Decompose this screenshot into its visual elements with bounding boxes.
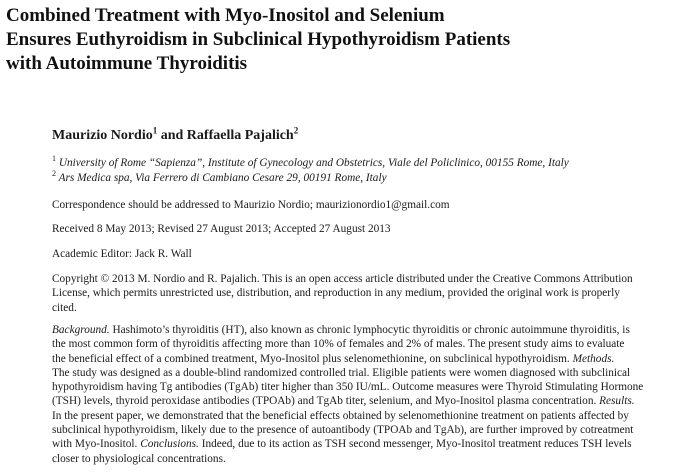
author-name: Raffaella Pajalich <box>186 128 294 143</box>
abstract-line <box>52 366 670 380</box>
copyright-line: cited. <box>52 301 77 314</box>
abstract-line <box>52 452 670 466</box>
affiliation-marker: 2 <box>52 169 56 179</box>
abstract-line <box>52 323 670 337</box>
affiliation-2 <box>52 171 387 185</box>
abstract-line <box>52 352 670 366</box>
affiliation-marker: 2 <box>293 125 299 136</box>
correspondence-line: Correspondence should be addressed to Maurizio Nordio; maurizionordio1@gmail.com <box>52 199 450 211</box>
abstract-line <box>52 337 670 351</box>
abstract-section-label: Conclusions. <box>140 438 199 451</box>
academic-editor-line: Academic Editor: Jack R. Wall <box>52 248 192 260</box>
abstract-line <box>52 437 670 451</box>
abstract-section-label: Results. <box>599 395 635 408</box>
abstract-section-label: Background. <box>52 324 110 336</box>
affiliation-marker: 1 <box>152 125 158 136</box>
copyright-line: License, which permits unrestricted use, distribution, and reproduction in any medium, provided the original work is properly <box>52 287 620 300</box>
abstract-line <box>52 409 670 423</box>
author-connector: and <box>157 128 187 143</box>
author-list <box>52 127 298 145</box>
affiliation-text: Ars Medica spa, Via Ferrero di Cambiano Cesare 29, 00191 Rome, Italy <box>58 172 387 184</box>
author-name: Maurizio Nordio <box>52 128 153 143</box>
article-title <box>6 4 674 76</box>
title-line: with Autoimmune Thyroiditis <box>6 53 248 74</box>
abstract-text: Indeed, due to its action as TSH second messenger, Myo-Inositol treatment reduces TSH levels <box>198 438 632 451</box>
abstract-paragraph <box>52 323 670 466</box>
dates-line: Received 8 May 2013; Revised 27 August 2013; Accepted 27 August 2013 <box>52 223 391 235</box>
copyright-line: Copyright © 2013 M. Nordio and R. Pajalich. This is an open access article distributed under the Creative Commons Attribution <box>52 273 633 285</box>
abstract-text: The study was designed as a double-blind randomized controlled trial. Eligible patients were women diagnosed with subclinical <box>52 366 631 379</box>
abstract-text: In the present paper, we demonstrated that the beneficial effects obtained by selenomethionine treatment on patients affected by <box>52 409 629 422</box>
abstract-text: Hashimoto’s thyroiditis (HT), also known as chronic lymphocytic thyroiditis or chronic autoimmune thyroiditis, is <box>109 324 630 336</box>
abstract-text: the most common form of thyroiditis affecting more than 10% of females and 2% of males. The present study aims to evaluate <box>52 338 625 351</box>
abstract-line <box>52 394 670 408</box>
affiliation-1 <box>52 156 569 170</box>
abstract-text: with Myo-Inositol. <box>52 438 141 451</box>
abstract-text: (TSH) levels, thyroid peroxidase antibodies (TPOAb) and TgAb titer, selenium, and Myo-Inositol plasma concentration. <box>52 395 600 408</box>
title-line: Combined Treatment with Myo-Inositol and Selenium <box>6 5 445 26</box>
abstract-line <box>52 423 670 437</box>
abstract-text: closer to physiological concentrations. <box>52 452 226 465</box>
abstract-text: hypothyroidism having Tg antibodies (TgAb) titer higher than 350 IU/mL. Outcome measures were Thyroid Stimulating Hormone <box>52 381 644 394</box>
abstract-line <box>52 380 670 394</box>
affiliation-marker: 1 <box>52 154 56 164</box>
copyright-paragraph <box>52 272 670 315</box>
abstract-text: the beneficial effect of a combined treatment, Myo-Inositol plus selenomethionine, on subclinical hypothyroidism. <box>52 352 573 365</box>
title-line: Ensures Euthyroidism in Subclinical Hypothyroidism Patients <box>6 29 511 50</box>
affiliation-text: University of Rome “Sapienza”, Institute of Gynecology and Obstetrics, Viale del Policlinico, 00155 Rome, Italy <box>58 157 569 169</box>
abstract-section-label: Methods. <box>572 352 615 365</box>
abstract-text: subclinical hypothyroidism, likely due to the presence of autoantibody (TPOAb and TgAb), are further improved by cotreatment <box>52 424 634 437</box>
